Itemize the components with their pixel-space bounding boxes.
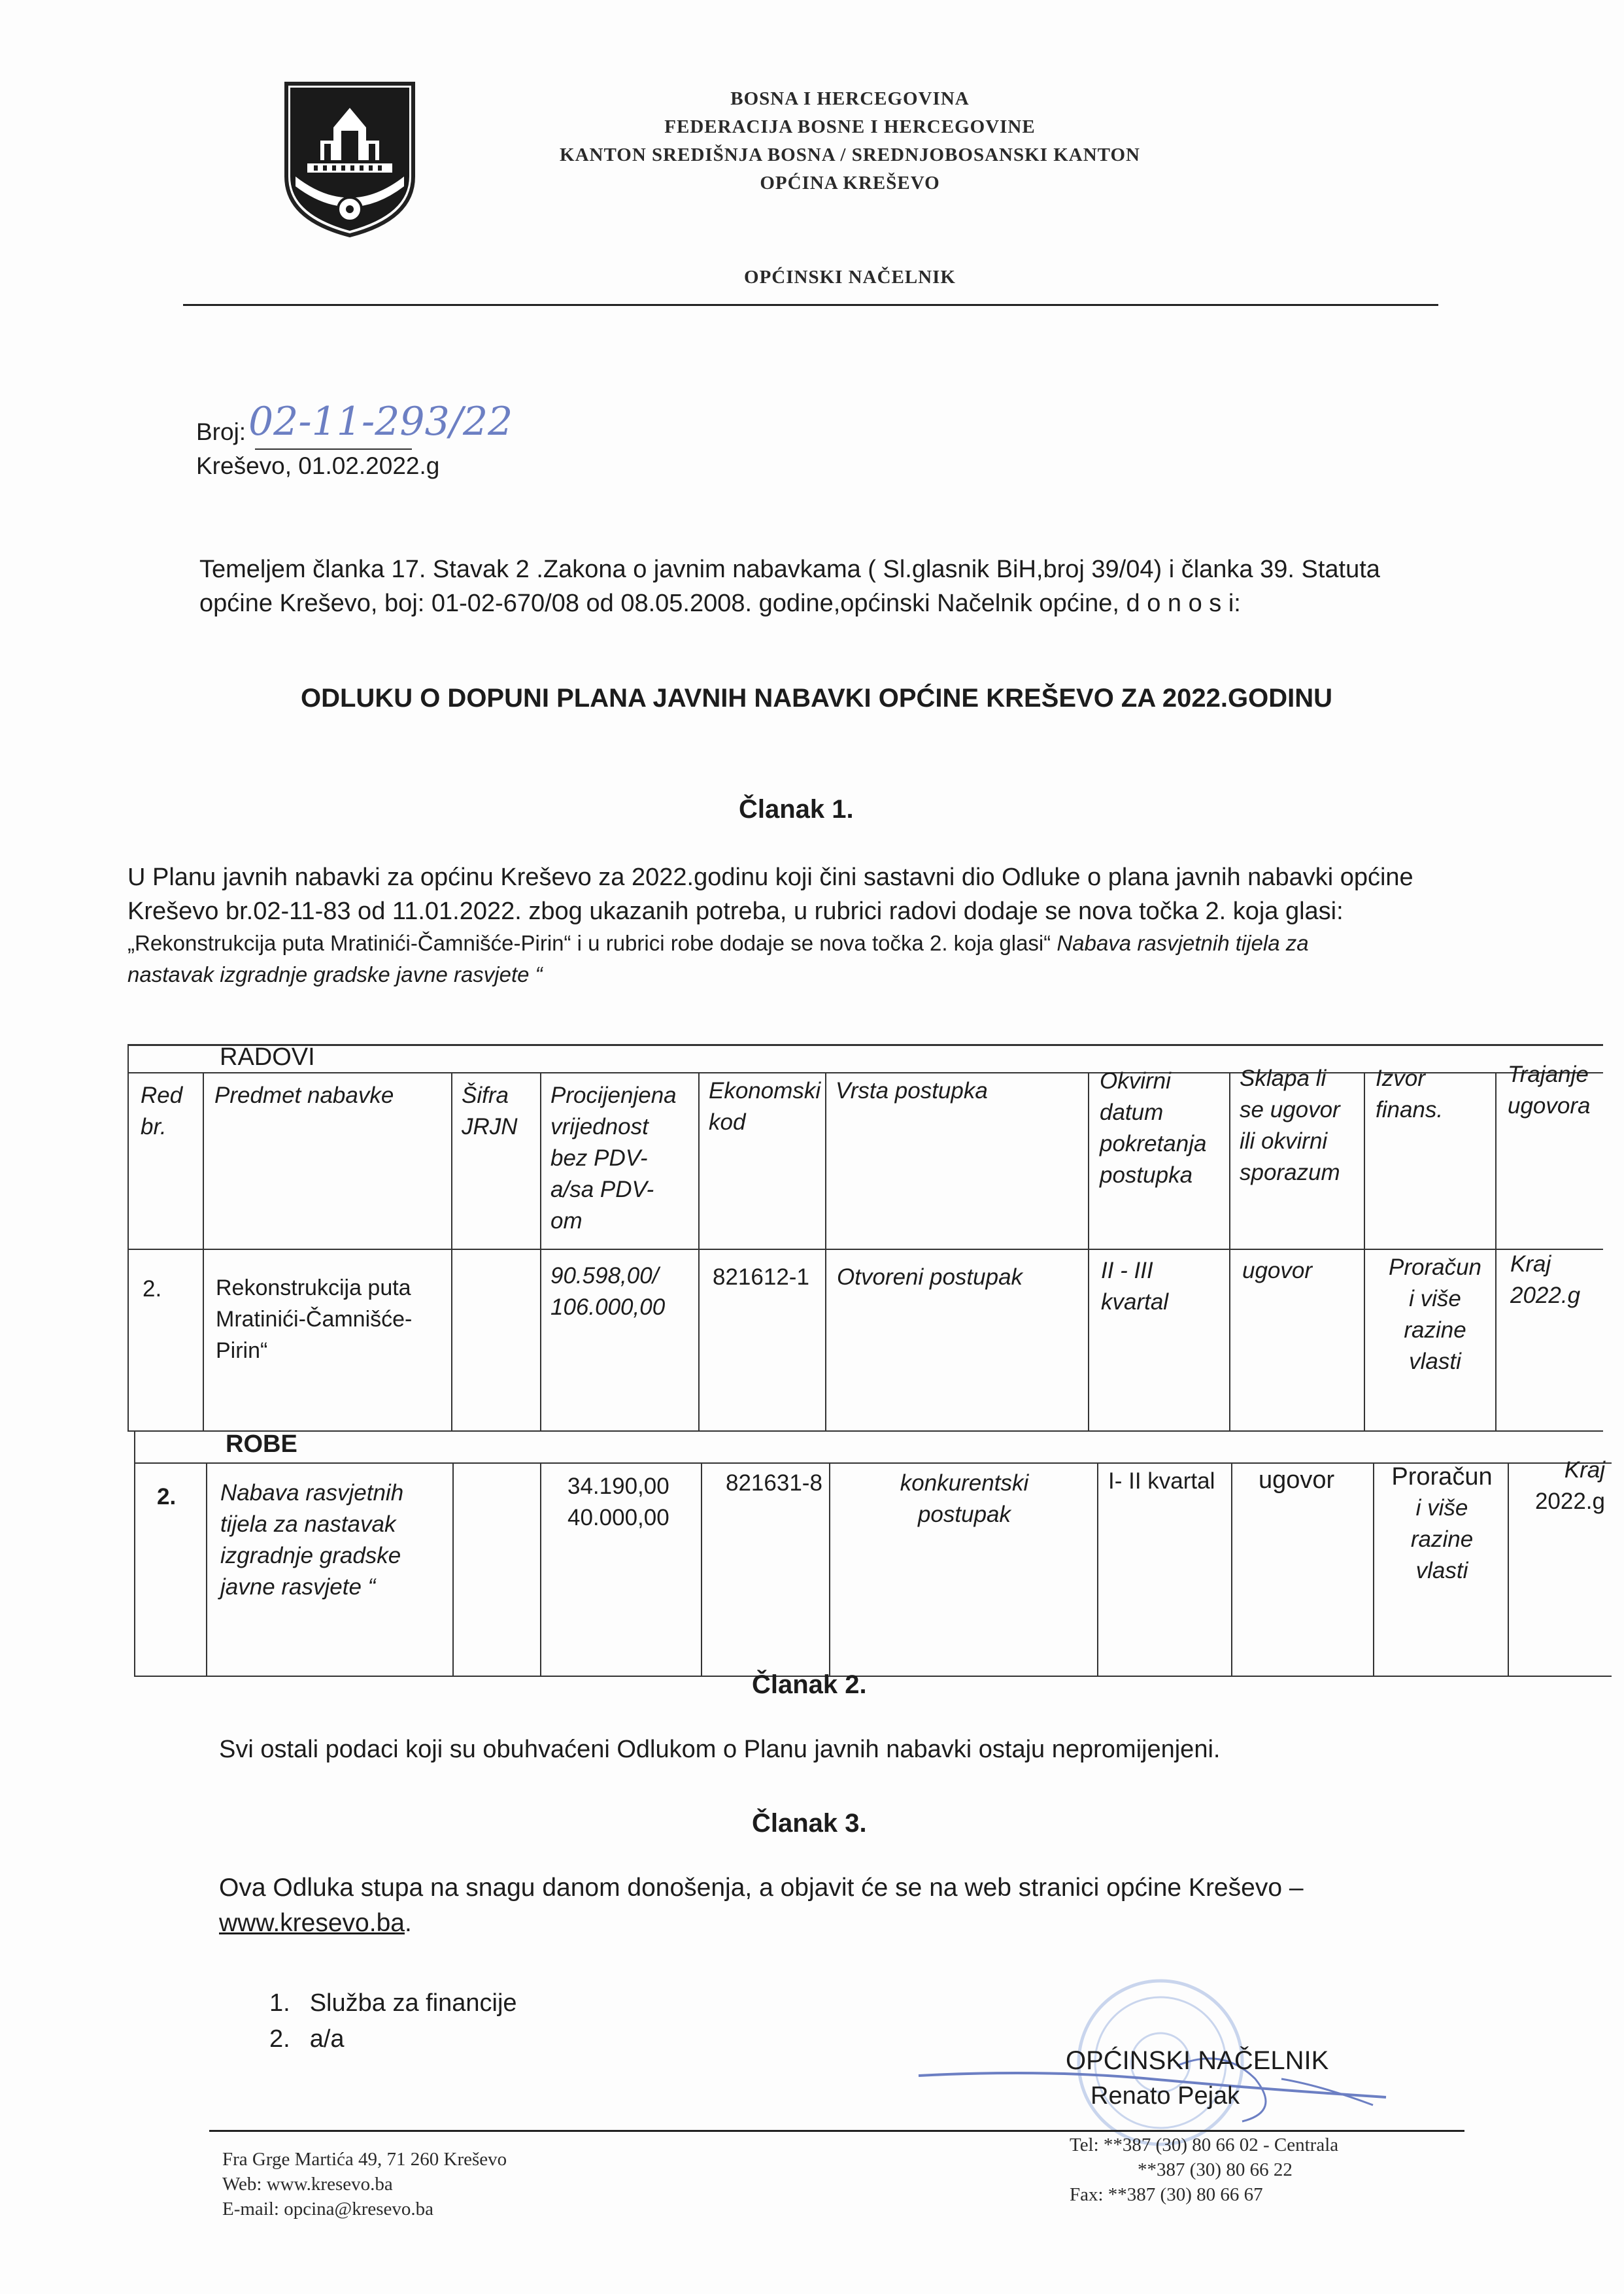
table-border bbox=[1364, 1072, 1365, 1432]
footer-address: Fra Grge Martića 49, 71 260 Kreševo bbox=[222, 2149, 507, 2170]
article-2-heading: Članak 2. bbox=[752, 1670, 867, 1699]
header-municipality: OPĆINA KREŠEVO bbox=[760, 173, 940, 194]
footer-divider bbox=[209, 2130, 1464, 2132]
broj-label: Broj: bbox=[196, 418, 246, 445]
footer-tel-2: **387 (30) 80 66 22 bbox=[1138, 2159, 1293, 2180]
article-1-line-3 bbox=[127, 931, 1309, 956]
table-border bbox=[540, 1462, 541, 1677]
article-2-text: Svi ostali podaci koji su obuhvaćeni Odlukom o Planu javnih nabavki ostaju nepromijenjeni. bbox=[219, 1736, 1221, 1763]
header-country: BOSNA I HERCEGOVINA bbox=[730, 88, 970, 109]
goods-row-red: 2. bbox=[157, 1484, 177, 1510]
article-1-line-3-italic: Nabava rasvjetnih tijela za bbox=[1051, 931, 1309, 955]
footer-fax: Fax: **387 (30) 80 66 67 bbox=[1070, 2184, 1263, 2205]
article-1-line-2: Kreševo br.02-11-83 od 11.01.2022. zbog ukazanih potreba, u rubrici radovi dodaje se nova točka 2. koja glasi: bbox=[127, 898, 1344, 925]
distribution-item: 2. a/a bbox=[269, 2025, 345, 2053]
preamble-line-2: općine Kreševo, boj: 01-02-670/08 od 08.05.2008. godine,općinski Načelnik općine, d o n o s i: bbox=[199, 590, 1241, 617]
goods-row-vrsta: konkurentski postupak bbox=[900, 1470, 1029, 1527]
col-header-ekonomski: Ekonomski kod bbox=[709, 1078, 821, 1135]
table-border bbox=[127, 1249, 1603, 1250]
works-row-ugovor: ugovor bbox=[1242, 1258, 1313, 1283]
works-row-vrijednost: 90.598,00/ 106.000,00 bbox=[550, 1263, 666, 1320]
table-border bbox=[698, 1072, 700, 1432]
col-header-izvor: Izvor finans. bbox=[1376, 1066, 1444, 1122]
section-goods-label: ROBE bbox=[226, 1430, 297, 1458]
header-federation: FEDERACIJA BOSNE I HERCEGOVINE bbox=[664, 116, 1036, 137]
footer-web: Web: www.kresevo.ba bbox=[222, 2174, 393, 2195]
table-border bbox=[1231, 1462, 1232, 1677]
col-header-sklapa: Sklapa li se ugovor ili okvirni sporazum bbox=[1240, 1066, 1340, 1185]
table-border bbox=[1495, 1072, 1497, 1432]
broj-underline bbox=[255, 448, 412, 450]
table-border bbox=[134, 1676, 1612, 1677]
section-works-label: RADOVI bbox=[220, 1043, 315, 1071]
preamble-line-1: Temeljem članka 17. Stavak 2 .Zakona o javnim nabavkama ( Sl.glasnik BiH,broj 39/04) i članka 39. Statuta bbox=[199, 556, 1380, 583]
goods-row-kod: 821631-8 bbox=[726, 1470, 822, 1496]
col-header-sifra: Šifra JRJN bbox=[462, 1083, 518, 1139]
article-3-period: . bbox=[404, 1909, 412, 1937]
broj-handwritten-value: 02-11-293/22 bbox=[248, 399, 513, 445]
article-1-line-3-text: „Rekonstrukcija puta Mratinići-Čamnišće-Pirin“ i u rubrici robe dodaje se nova točka 2. koja glasi“ bbox=[127, 931, 1051, 955]
goods-row-predmet: Nabava rasvjetnih tijela za nastavak izgradnje gradske javne rasvjete “ bbox=[220, 1480, 404, 1600]
table-border bbox=[206, 1462, 207, 1677]
signature-name: Renato Pejak bbox=[1091, 2082, 1240, 2110]
table-border bbox=[451, 1072, 452, 1432]
table-border bbox=[825, 1072, 826, 1432]
works-row-datum: II - III kvartal bbox=[1101, 1258, 1169, 1315]
article-1-line-4: nastavak izgradnje gradske javne rasvjete “ bbox=[127, 962, 543, 987]
table-border bbox=[1508, 1462, 1509, 1677]
table-border bbox=[540, 1072, 541, 1432]
article-1-heading: Članak 1. bbox=[739, 795, 854, 824]
table-border bbox=[829, 1462, 830, 1677]
goods-row-izvor: Proračun i više razine vlasti bbox=[1391, 1463, 1493, 1583]
distribution-item: 1. Služba za financije bbox=[269, 1989, 517, 2017]
col-header-okvirni: Okvirni datum pokretanja postupka bbox=[1100, 1068, 1207, 1188]
works-row-trajanje: Kraj 2022.g bbox=[1510, 1251, 1581, 1308]
col-header-predmet: Predmet nabavke bbox=[214, 1083, 394, 1108]
table-border bbox=[1097, 1462, 1098, 1677]
table-border bbox=[1088, 1072, 1089, 1432]
article-3-heading: Članak 3. bbox=[752, 1809, 867, 1838]
col-header-trajanje: Trajanje ugovora bbox=[1508, 1062, 1591, 1119]
works-row-red: 2. bbox=[143, 1276, 162, 1302]
goods-row-trajanje: Kraj 2022.g bbox=[1534, 1457, 1605, 1514]
table-border bbox=[452, 1462, 454, 1677]
article-3-line-2 bbox=[219, 1906, 412, 1940]
table-border bbox=[1229, 1072, 1230, 1432]
table-border bbox=[701, 1462, 702, 1677]
table-border bbox=[127, 1044, 1603, 1046]
goods-row-datum: I- II kvartal bbox=[1108, 1468, 1215, 1494]
table-border bbox=[127, 1430, 1603, 1432]
decision-title: ODLUKU O DOPUNI PLANA JAVNIH NABAVKI OPĆINE KREŠEVO ZA 2022.GODINU bbox=[301, 684, 1332, 713]
col-header-red: Red br. bbox=[141, 1083, 183, 1139]
place-date: Kreševo, 01.02.2022.g bbox=[196, 452, 440, 479]
works-row-kod: 821612-1 bbox=[713, 1264, 809, 1290]
table-border bbox=[1373, 1462, 1374, 1677]
signature-title: OPĆINSKI NAČELNIK bbox=[1066, 2046, 1329, 2075]
works-row-izvor: Proračun i više razine vlasti bbox=[1388, 1255, 1482, 1374]
col-header-procijenjena: Procijenjena vrijednost bez PDV- a/sa PDV- om bbox=[550, 1083, 677, 1234]
works-row-predmet: Rekonstrukcija puta Mratinići-Čamnišće- Pirin“ bbox=[216, 1275, 413, 1363]
header-divider bbox=[183, 304, 1438, 306]
footer-email: E-mail: opcina@kresevo.ba bbox=[222, 2199, 434, 2219]
goods-row-ugovor: ugovor bbox=[1259, 1466, 1335, 1494]
goods-row-vrijednost: 34.190,00 40.000,00 bbox=[567, 1474, 669, 1530]
article-1-line-1: U Planu javnih nabavki za općinu Kreševo za 2022.godinu koji čini sastavni dio Odluke o plana javnih nabavki općine bbox=[127, 864, 1413, 891]
website-link[interactable]: www.kresevo.ba bbox=[219, 1909, 405, 1937]
table-border bbox=[127, 1044, 129, 1432]
header-canton: KANTON SREDIŠNJA BOSNA / SREDNJOBOSANSKI KANTON bbox=[560, 144, 1140, 165]
footer-tel-1: Tel: **387 (30) 80 66 02 - Centrala bbox=[1070, 2134, 1339, 2155]
article-3-line-1: Ova Odluka stupa na snagu danom donošenja, a objavit će se na web stranici općine Kreševo – bbox=[219, 1874, 1304, 1902]
table-border bbox=[203, 1072, 204, 1432]
col-header-vrsta: Vrsta postupka bbox=[836, 1078, 988, 1104]
works-row-vrsta: Otvoreni postupak bbox=[837, 1264, 1023, 1290]
table-border bbox=[134, 1430, 135, 1677]
header-office: OPĆINSKI NAČELNIK bbox=[744, 267, 956, 288]
